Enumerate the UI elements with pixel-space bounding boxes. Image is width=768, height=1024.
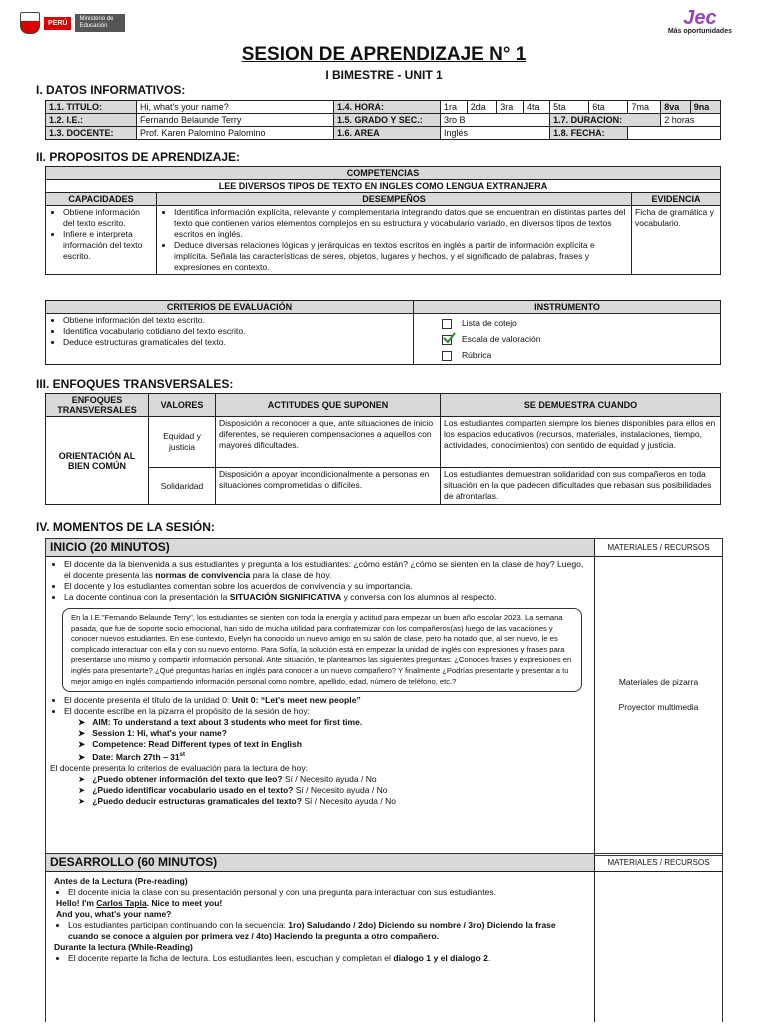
enfoques-header: ENFOQUES TRANSVERSALES: [46, 394, 149, 417]
preguntas-list: [50, 774, 590, 807]
pregunta-line: ➤ ¿Puedo obtener información del texto que leo? Sí / Necesito ayuda / No: [78, 773, 377, 784]
hora-8: 8va: [661, 101, 690, 114]
inicio-content: [50, 559, 590, 807]
inicio-item: • El docente da la bienvenida a sus estudiantes y pregunta a los estudiantes: ¿cómo están? ¿cómo se sienten en la clase de hoy? Luego, el docente presenta las normas de convivencia para la clase de hoy.: [64, 559, 590, 581]
page-title: SESION DE APRENDIZAJE N° 1: [241, 44, 527, 65]
inicio-item: • La docente continua con la presentación la SITUACIÓN SIGNIFICATIVA y conversa con los alumnos al respecto.: [64, 592, 590, 603]
criterio-item: • Identifica vocabulario cotidiano del texto escrito.: [63, 326, 410, 337]
desarrollo-item: • Los estudiantes participan continuando con la secuencia: 1ro) Saludando / 2do) Diciendo su nombre / 3ro) Diciendo la frase cuando se conoce a alguien por primera vez / 4to) Haciendo la pregunta a otro compañero.: [68, 920, 586, 942]
instrumento-lista[interactable]: Lista de cotejo: [442, 315, 717, 331]
proposito-item: • El docente escribe en la pizarra el propósito de la sesión de hoy:: [64, 706, 590, 717]
demuestra-equidad: Los estudiantes comparten siempre los bienes disponibles para ellos en los espacios educativos (recursos, materiales, instalaciones, tiempo, actividades, conocimientos) con sentido de equidad y justicia.: [441, 417, 721, 468]
hora-6: 6ta: [589, 101, 628, 114]
inicio-item: • El docente y los estudiantes comentan sobre los acuerdos de convivencia y su importancia.: [64, 581, 590, 592]
titulo-value: Hi, what's your name?: [137, 101, 334, 114]
section-propositos-heading: II. PROPOSITOS DE APRENDIZAJE:: [36, 150, 241, 164]
capacidad-item: • Obtiene información del texto escrito.: [63, 207, 153, 229]
instrumento-escala[interactable]: Escala de valoración: [442, 331, 717, 347]
material-pizarra: Materiales de pizarra: [618, 677, 699, 687]
criterio-item: • Deduce estructuras gramaticales del texto.: [63, 337, 410, 348]
page-subtitle: I BIMESTRE - UNIT 1: [325, 68, 443, 82]
aim-line: ➤ AIM: To understand a text about 3 students who meet for first time.: [78, 717, 363, 728]
enfoque-bien-comun: ORIENTACIÓN AL BIEN COMÚN: [46, 417, 149, 505]
peru-label: PERÚ: [44, 17, 71, 30]
checked-checkbox-icon[interactable]: [442, 335, 452, 345]
demuestra-header: SE DEMUESTRA CUANDO: [441, 394, 721, 417]
desempenos-header: DESEMPEÑOS: [157, 193, 632, 206]
desempenos-cell: [157, 206, 632, 275]
instrumento-rubrica[interactable]: Rúbrica: [442, 347, 717, 363]
jec-tagline: Más oportunidades: [667, 28, 732, 35]
demuestra-solidaridad: Los estudiantes demuestran solidaridad con sus compañeros en toda situación en la que padecen dificultades que rebasan sus posibilidades de afrontarlas.: [441, 468, 721, 505]
duracion-value: 2 horas: [661, 114, 721, 127]
datos-table: [45, 100, 721, 140]
materiales-list: [595, 677, 722, 713]
section-momentos-heading: IV. MOMENTOS DE LA SESIÓN:: [36, 520, 215, 534]
fecha-label: 1.8. FECHA:: [550, 127, 628, 140]
hora-1: 1ra: [441, 101, 468, 114]
section-enfoques-heading: III. ENFOQUES TRANSVERSALES:: [36, 377, 234, 391]
hora-7: 7ma: [628, 101, 661, 114]
hora-2: 2da: [467, 101, 496, 114]
evidencia-cell: Ficha de gramática y vocabulario.: [632, 206, 721, 275]
actitud-equidad: Disposición a reconocer a que, ante situaciones de inicio diferentes, se requieren compensaciones a aquellos con mayores dificultades.: [216, 417, 441, 468]
competencias-header: COMPETENCIAS: [46, 167, 721, 180]
propositos-table: [45, 166, 721, 275]
durante-heading: Durante la lectura (While-Reading): [54, 942, 193, 952]
ie-value: Fernando Belaunde Terry: [137, 114, 334, 127]
grado-value: 3ro B: [441, 114, 550, 127]
section-datos-heading: I. DATOS INFORMATIVOS:: [36, 83, 186, 97]
inicio-block: [45, 538, 723, 856]
competence-line: ➤ Competence: Read Different types of text in English: [78, 739, 302, 750]
jec-logo: [668, 8, 732, 35]
desempeno-item: • Deduce diversas relaciones lógicas y jerárquicas en textos escritos en inglés a partir de información explícita e implícita. Señala las características de seres, objetos, lugares y hechos, y el significado de palabras, frases y expresiones en contexto.: [174, 240, 628, 273]
capacidades-header: CAPACIDADES: [46, 193, 157, 206]
instrumento-header: INSTRUMENTO: [414, 301, 721, 314]
inicio-header: INICIO (20 MINUTOS): [46, 539, 595, 557]
capacidades-cell: [46, 206, 157, 275]
proposito-list: [50, 717, 590, 763]
hora-5: 5ta: [550, 101, 589, 114]
unidad-item: • El docente presenta el título de la unidad 0: Unit 0: “Let's meet new people”: [64, 695, 590, 706]
desarrollo-item: • El docente inicia la clase con su presentación personal y con una pregunta para interactuar con sus estudiantes.: [68, 887, 586, 898]
criterio-item: • Obtiene información del texto escrito.: [63, 315, 410, 326]
area-value: Inglés: [441, 127, 550, 140]
evidencia-header: EVIDENCIA: [632, 193, 721, 206]
actitudes-header: ACTITUDES QUE SUPONEN: [216, 394, 441, 417]
criterios-table: [45, 300, 721, 365]
instrumentos-cell: [414, 314, 721, 365]
criterios-header: CRITERIOS DE EVALUACIÓN: [46, 301, 414, 314]
situacion-significativa-box: En la I.E."Fernando Belaunde Terry", los estudiantes se sienten con toda la energía y actitud para empezar un buen año escolar 2023. La semana pasada, que fue de soporte socio emocional, han sido de mucha utilidad para confraternizar con los compañeros(as) luego de las vacaciones y conocer nuevos estudiantes. En ese contexto, Evelyn ha conocido un nuevo amigo en su salón de clase, pero ha notado que, al ser nuevo, le es complicado interactuar con ella y con su nuevo entorno. Para Sofía, la solución está en empezar la unidad de inglés con expresiones y frases para presentarse uno mismo y compartir información personal. Ante situación, te planteamos las siguientes preguntas: ¿Conoces frases y expresiones en inglés para presentarte? ¿Qué preguntas harías en inglés para conocer a un nuevo compañero? Y finalmente ¿Podrías presentarte y presentar a tu mejor amigo en inglés compartiendo información personal como nombre, apellido, edad, número de teléfono, etc.?: [62, 608, 582, 692]
desarrollo-block: [45, 853, 723, 1022]
valor-solidaridad: Solidaridad: [149, 468, 216, 505]
enfoques-table: [45, 393, 721, 505]
desarrollo-content: [54, 876, 586, 964]
docente-value: Prof. Karen Palomino Palomino: [137, 127, 334, 140]
hora-3: 3ra: [497, 101, 524, 114]
criterios-cell: [46, 314, 414, 365]
minedu-label: Ministerio de Educación: [75, 14, 125, 32]
docente-label: 1.3. DOCENTE:: [46, 127, 137, 140]
session-line: ➤ Session 1: Hi, what's your name?: [78, 728, 227, 739]
actitud-solidaridad: Disposición a apoyar incondicionalmente a personas en situaciones comprometidas o difíciles.: [216, 468, 441, 505]
materiales-header: MATERIALES / RECURSOS: [595, 539, 722, 557]
grado-label: 1.5. GRADO Y SEC.:: [334, 114, 441, 127]
criterios-intro: El docente presenta lo criterios de evaluación para la lectura de hoy:: [50, 762, 308, 773]
desempeno-item: • Identifica información explícita, relevante y complementaria integrando datos que se encuentran en distintas partes del texto que contienen varios elementos complejos en su estructura y vocabulario variado, en diversos tipos de textos escritos en inglés.: [174, 207, 628, 240]
pregunta-line: ➤ ¿Puedo identificar vocabulario usado en el texto? Sí / Necesito ayuda / No: [78, 784, 388, 795]
area-label: 1.6. AREA: [334, 127, 441, 140]
valores-header: VALORES: [149, 394, 216, 417]
peru-shield-icon: [20, 12, 40, 34]
desarrollo-header: DESARROLLO (60 MINUTOS): [46, 854, 595, 872]
duracion-label: 1.7. DURACION:: [550, 114, 661, 127]
hora-9: 9na: [690, 101, 720, 114]
ie-label: 1.2. I.E.:: [46, 114, 137, 127]
materiales-header: MATERIALES / RECURSOS: [595, 854, 722, 872]
titulo-label: 1.1. TITULO:: [46, 101, 137, 114]
hora-label: 1.4. HORA:: [334, 101, 441, 114]
valor-equidad: Equidad y justicia: [149, 417, 216, 468]
jec-logo-text: Jec: [683, 7, 717, 29]
hora-4: 4ta: [524, 101, 550, 114]
pregunta-line: ➤ ¿Puedo deducir estructuras gramaticales del texto? Sí / Necesito ayuda / No: [78, 795, 396, 806]
desarrollo-item: • El docente reparte la ficha de lectura. Los estudiantes leen, escuchan y completan el dialogo 1 y el dialogo 2.: [68, 953, 586, 964]
and-you-line: And you, what's your name?: [56, 909, 172, 919]
fecha-value: [628, 127, 721, 140]
antes-heading: Antes de la Lectura (Pre-reading): [54, 876, 188, 886]
date-line: ➤ Date: March 27th – 31st: [78, 751, 185, 762]
capacidad-item: • Infiere e interpreta información del texto escrito.: [63, 229, 153, 262]
hello-line: Hello! I'm Carlos Tapia. Nice to meet you!: [56, 898, 223, 908]
minedu-logo: [20, 12, 125, 34]
competencia-text: LEE DIVERSOS TIPOS DE TEXTO EN INGLES COMO LENGUA EXTRANJERA: [46, 180, 721, 193]
checkbox-icon[interactable]: [442, 351, 452, 361]
checkbox-icon[interactable]: [442, 319, 452, 329]
material-proyector: Proyector multimedia: [618, 702, 699, 712]
